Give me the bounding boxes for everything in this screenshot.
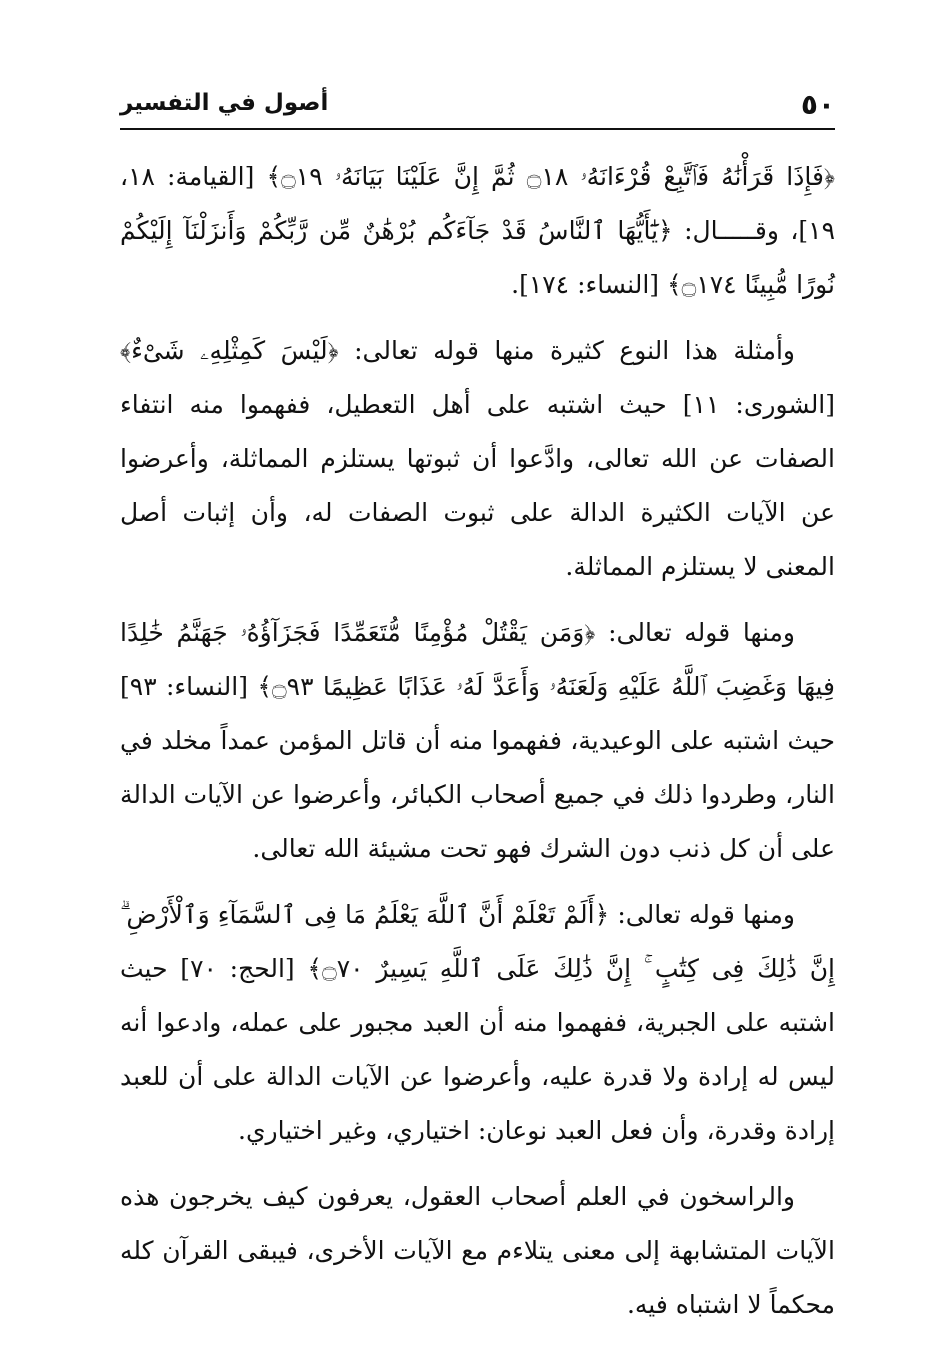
page-body — [120, 150, 835, 1344]
page-number: ٥٠ — [800, 88, 835, 121]
paragraph-tatil-example: وأمثلة هذا النوع كثيرة منها قوله تعالى: ﴿لَيْسَ كَمِثْلِهِۦ شَىْءٌ﴾ [الشورى: ١١] حيث اشتبه على أهل التعطيل، ففهموا منه انتفاء الصفات عن الله تعالى، وادَّعوا أن ثبوتها يستلزم المماثلة، وأعرضوا عن الآيات الكثيرة الدالة على ثبوت الصفات له، وأن إثبات أصل المعنى لا يستلزم المماثلة. — [120, 336, 836, 581]
paragraph-waeediya-example: ومنها قوله تعالى: ﴿وَمَن يَقْتُلْ مُؤْمِنًا مُّتَعَمِّدًا فَجَزَآؤُهُۥ جَهَنَّمُ خَٰلِدًا فِيهَا وَغَضِبَ ٱللَّهُ عَلَيْهِ وَلَعَنَهُۥ وَأَعَدَّ لَهُۥ عَذَابًا عَظِيمًا ۝٩٣﴾ [النساء: ٩٣] حيث اشتبه على الوعيدية، ففهموا منه أن قاتل المؤمن عمداً مخلد في النار، وطردوا ذلك في جميع أصحاب الكبائر، وأعرضوا عن الآيات الدالة على أن كل ذنب دون الشرك فهو تحت مشيئة الله تعالى. — [120, 618, 835, 863]
running-title: أصول في التفسير — [120, 90, 329, 116]
page-header — [120, 84, 835, 124]
header-rule — [120, 128, 835, 130]
paragraph-quran-verses: ﴿فَإِذَا قَرَأْنَٰهُ فَٱتَّبِعْ قُرْءَانَهُۥ ۝١٨ ثُمَّ إِنَّ عَلَيْنَا بَيَانَهُۥ ۝١٩﴾ [القيامة: ١٨، ١٩]، وقـــــال: ﴿يَٰٓأَيُّهَا ٱلنَّاسُ قَدْ جَآءَكُم بُرْهَٰنٌ مِّن رَّبِّكُمْ وَأَنزَلْنَآ إِلَيْكُمْ نُورًا مُّبِينًا ۝١٧٤﴾ [النساء: ١٧٤]. — [120, 162, 836, 299]
paragraph-jabriya-example: ومنها قوله تعالى: ﴿أَلَمْ تَعْلَمْ أَنَّ ٱللَّهَ يَعْلَمُ مَا فِى ٱلسَّمَآءِ وَٱلْأَرْضِ ۗ إِنَّ ذَٰلِكَ فِى كِتَٰبٍ ۚ إِنَّ ذَٰلِكَ عَلَى ٱللَّهِ يَسِيرٌ ۝٧٠﴾ [الحج: ٧٠] حيث اشتبه على الجبرية، ففهموا منه أن العبد مجبور على عمله، وادعوا أنه ليس له إرادة ولا قدرة عليه، وأعرضوا عن الآيات الدالة على أن للعبد إرادة وقدرة، وأن فعل العبد نوعان: اختياري، وغير اختياري. — [120, 900, 836, 1145]
paragraph-conclusion: والراسخون في العلم أصحاب العقول، يعرفون كيف يخرجون هذه الآيات المتشابهة إلى معنى يتلاءم مع الآيات الأخرى، فيبقى القرآن كله محكماً لا اشتباه فيه. — [120, 1182, 835, 1319]
